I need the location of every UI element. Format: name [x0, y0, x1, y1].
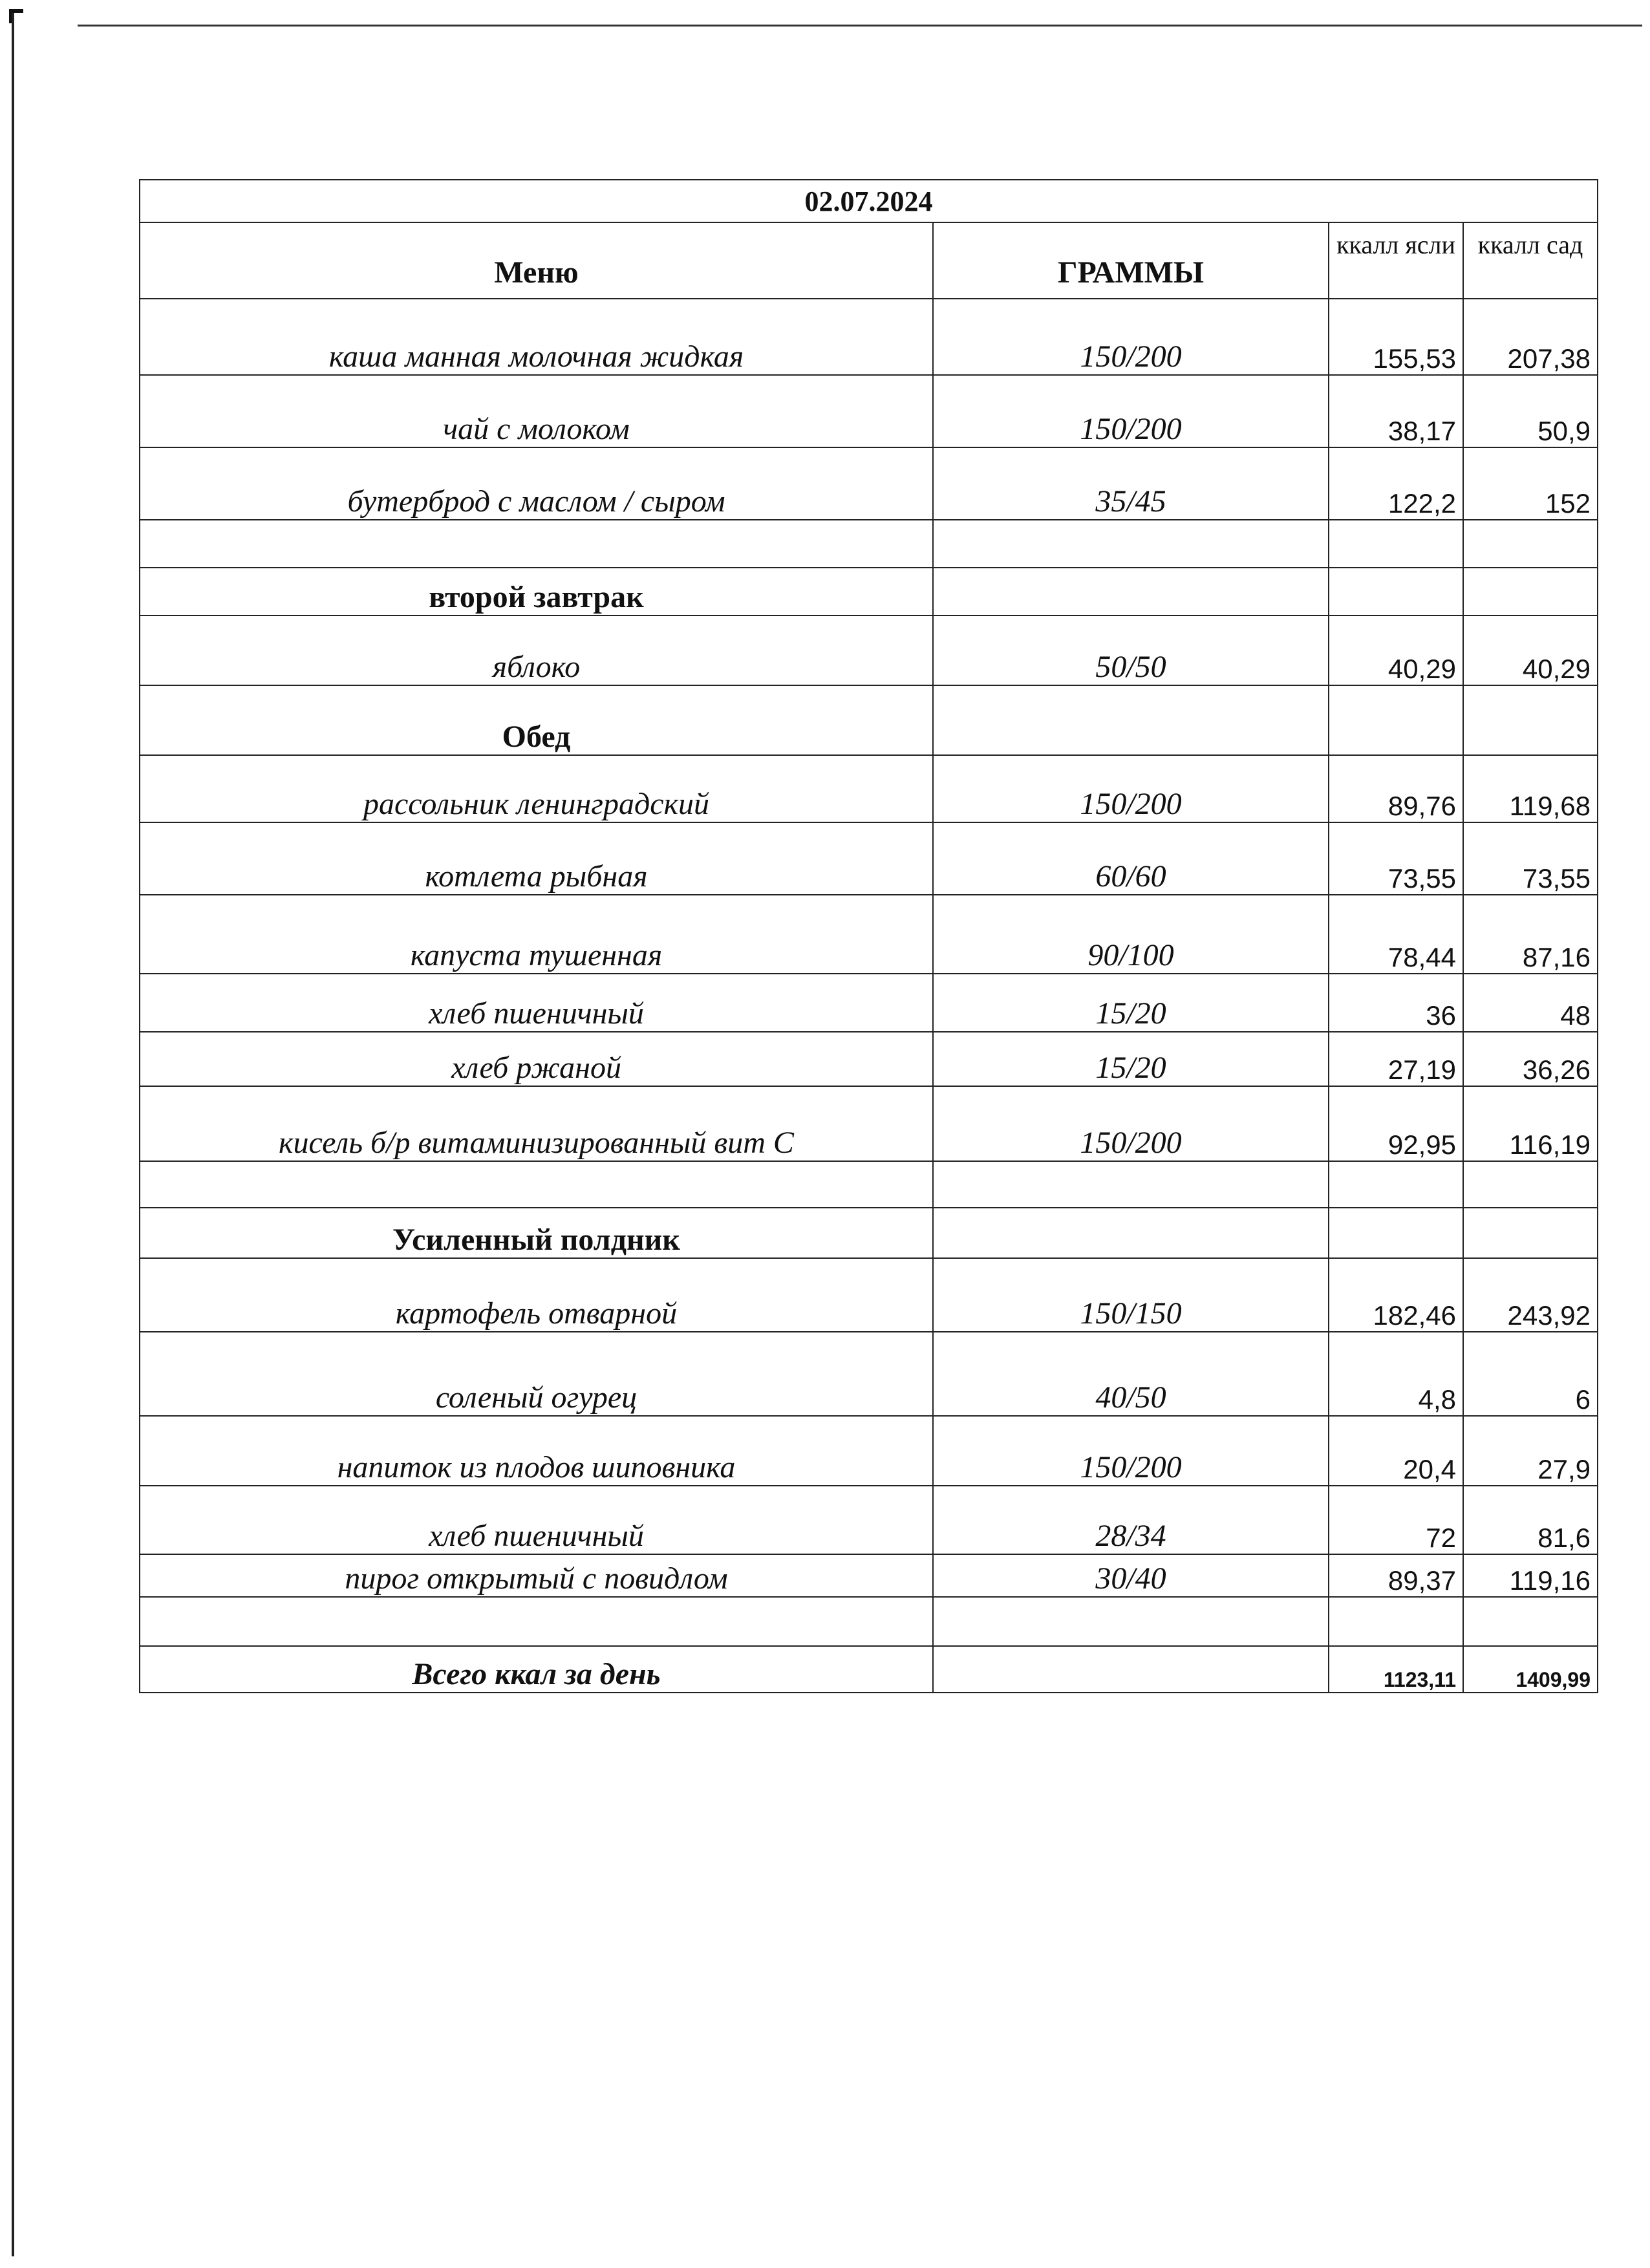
- kcal-kindergarten: 50,9: [1463, 375, 1598, 447]
- kcal-kindergarten: 207,38: [1463, 299, 1598, 375]
- dish-name: рассольник ленинградский: [140, 755, 933, 822]
- kcal-nursery: 40,29: [1329, 615, 1463, 685]
- table-row: [140, 299, 1598, 375]
- section-title: Усиленный полдник: [140, 1208, 933, 1258]
- menu-date: 02.07.2024: [140, 180, 1598, 222]
- kcal-nursery: 27,19: [1329, 1032, 1463, 1086]
- empty-cell: [1329, 520, 1463, 568]
- portion-grams: 150/200: [933, 1086, 1329, 1161]
- total-kcal-nursery: 1123,11: [1329, 1646, 1463, 1693]
- table-row: [140, 895, 1598, 974]
- empty-cell: [933, 1161, 1329, 1208]
- dish-name: капуста тушенная: [140, 895, 933, 974]
- empty-cell: [1463, 1161, 1598, 1208]
- empty-cell: [933, 520, 1329, 568]
- kcal-nursery: 155,53: [1329, 299, 1463, 375]
- section-title: Обед: [140, 685, 933, 755]
- empty-cell: [933, 1646, 1329, 1693]
- scan-edge-top: [78, 25, 1642, 27]
- total-label: Всего ккал за день: [140, 1646, 933, 1693]
- table-row: [140, 615, 1598, 685]
- portion-grams: 15/20: [933, 1032, 1329, 1086]
- table-row: [140, 822, 1598, 895]
- dish-name: котлета рыбная: [140, 822, 933, 895]
- kcal-nursery: 122,2: [1329, 447, 1463, 520]
- table-row: [140, 447, 1598, 520]
- kcal-nursery: 89,76: [1329, 755, 1463, 822]
- kcal-kindergarten: 73,55: [1463, 822, 1598, 895]
- dish-name: яблоко: [140, 615, 933, 685]
- kcal-kindergarten: 81,6: [1463, 1486, 1598, 1554]
- section-row: [140, 685, 1598, 755]
- kcal-kindergarten: 27,9: [1463, 1416, 1598, 1486]
- portion-grams: 150/200: [933, 755, 1329, 822]
- table-row: [140, 375, 1598, 447]
- table-row: [140, 1554, 1598, 1597]
- section-row: [140, 1208, 1598, 1258]
- portion-grams: 15/20: [933, 974, 1329, 1032]
- kcal-nursery: 89,37: [1329, 1554, 1463, 1597]
- table-row: [140, 1332, 1598, 1416]
- table-row: [140, 1032, 1598, 1086]
- kcal-nursery: 92,95: [1329, 1086, 1463, 1161]
- dish-name: соленый огурец: [140, 1332, 933, 1416]
- kcal-kindergarten: 6: [1463, 1332, 1598, 1416]
- scan-edge-left: [12, 13, 14, 2256]
- portion-grams: 90/100: [933, 895, 1329, 974]
- date-row: [140, 180, 1598, 222]
- empty-cell: [1329, 1597, 1463, 1646]
- kcal-kindergarten: 87,16: [1463, 895, 1598, 974]
- dish-name: хлеб пшеничный: [140, 1486, 933, 1554]
- empty-cell: [933, 1208, 1329, 1258]
- kcal-nursery: 182,46: [1329, 1258, 1463, 1332]
- menu-table: [139, 179, 1598, 1693]
- kcal-kindergarten: 152: [1463, 447, 1598, 520]
- dish-name: бутерброд с маслом / сыром: [140, 447, 933, 520]
- empty-cell: [1463, 685, 1598, 755]
- kcal-nursery: 36: [1329, 974, 1463, 1032]
- kcal-nursery: 78,44: [1329, 895, 1463, 974]
- kcal-nursery: 20,4: [1329, 1416, 1463, 1486]
- portion-grams: 150/200: [933, 375, 1329, 447]
- table-row: [140, 1416, 1598, 1486]
- kcal-nursery: 72: [1329, 1486, 1463, 1554]
- empty-cell: [1463, 568, 1598, 615]
- kcal-nursery: 73,55: [1329, 822, 1463, 895]
- kcal-kindergarten: 40,29: [1463, 615, 1598, 685]
- table-row: [140, 1486, 1598, 1554]
- total-kcal-kindergarten: 1409,99: [1463, 1646, 1598, 1693]
- portion-grams: 150/150: [933, 1258, 1329, 1332]
- empty-cell: [1329, 1161, 1463, 1208]
- kcal-kindergarten: 48: [1463, 974, 1598, 1032]
- empty-cell: [933, 1597, 1329, 1646]
- kcal-nursery: 4,8: [1329, 1332, 1463, 1416]
- portion-grams: 60/60: [933, 822, 1329, 895]
- empty-row: [140, 1161, 1598, 1208]
- kcal-kindergarten: 36,26: [1463, 1032, 1598, 1086]
- kcal-kindergarten: 119,16: [1463, 1554, 1598, 1597]
- empty-cell: [140, 1597, 933, 1646]
- empty-cell: [933, 568, 1329, 615]
- header-kcal-kindergarten: ккалл сад: [1463, 222, 1598, 299]
- portion-grams: 40/50: [933, 1332, 1329, 1416]
- dish-name: пирог открытый с повидлом: [140, 1554, 933, 1597]
- dish-name: хлеб пшеничный: [140, 974, 933, 1032]
- portion-grams: 50/50: [933, 615, 1329, 685]
- portion-grams: 28/34: [933, 1486, 1329, 1554]
- empty-cell: [1329, 685, 1463, 755]
- portion-grams: 150/200: [933, 1416, 1329, 1486]
- empty-row: [140, 520, 1598, 568]
- table-row: [140, 1258, 1598, 1332]
- section-title: второй завтрак: [140, 568, 933, 615]
- portion-grams: 30/40: [933, 1554, 1329, 1597]
- kcal-kindergarten: 243,92: [1463, 1258, 1598, 1332]
- empty-cell: [140, 520, 933, 568]
- empty-cell: [1329, 568, 1463, 615]
- dish-name: хлеб ржаной: [140, 1032, 933, 1086]
- empty-cell: [1329, 1208, 1463, 1258]
- dish-name: напиток из плодов шиповника: [140, 1416, 933, 1486]
- section-row: [140, 568, 1598, 615]
- empty-cell: [1463, 520, 1598, 568]
- empty-cell: [1463, 1208, 1598, 1258]
- kcal-kindergarten: 119,68: [1463, 755, 1598, 822]
- empty-cell: [933, 685, 1329, 755]
- table-row: [140, 755, 1598, 822]
- header-kcal-nursery: ккалл ясли: [1329, 222, 1463, 299]
- dish-name: каша манная молочная жидкая: [140, 299, 933, 375]
- dish-name: картофель отварной: [140, 1258, 933, 1332]
- menu-sheet: [139, 179, 1597, 1693]
- total-row: [140, 1646, 1598, 1693]
- empty-cell: [140, 1161, 933, 1208]
- header-grams: ГРАММЫ: [933, 222, 1329, 299]
- portion-grams: 35/45: [933, 447, 1329, 520]
- dish-name: чай с молоком: [140, 375, 933, 447]
- empty-row: [140, 1597, 1598, 1646]
- kcal-nursery: 38,17: [1329, 375, 1463, 447]
- table-row: [140, 1086, 1598, 1161]
- header-row: [140, 222, 1598, 299]
- table-row: [140, 974, 1598, 1032]
- header-menu: Меню: [140, 222, 933, 299]
- dish-name: кисель б/р витаминизированный вит С: [140, 1086, 933, 1161]
- empty-cell: [1463, 1597, 1598, 1646]
- portion-grams: 150/200: [933, 299, 1329, 375]
- kcal-kindergarten: 116,19: [1463, 1086, 1598, 1161]
